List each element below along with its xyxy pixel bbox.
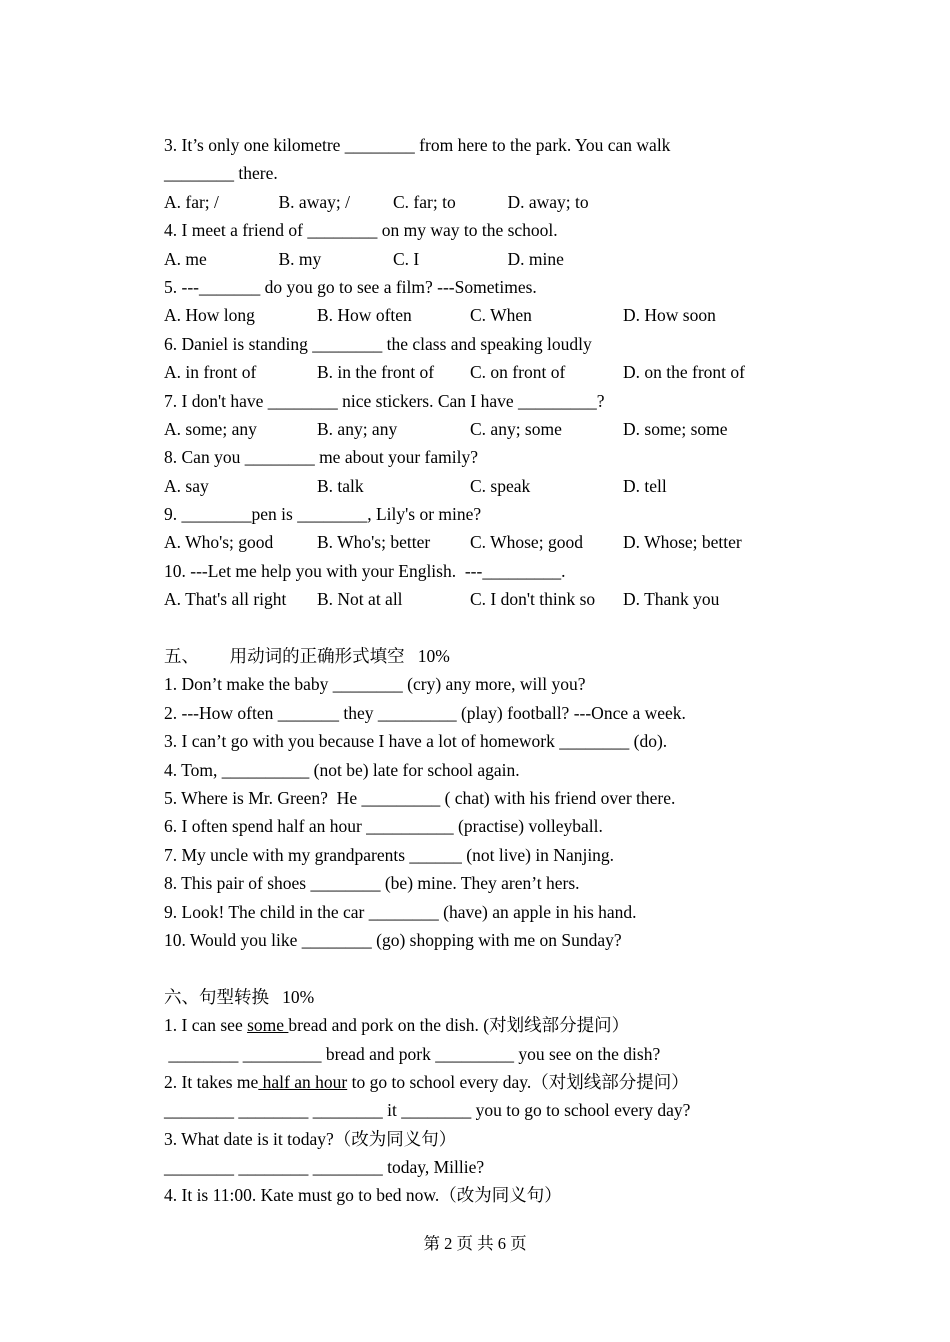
option-b: B. Who's; better — [317, 532, 431, 553]
section-5-item: 10. Would you like ________ (go) shopping with me on Sunday? — [164, 929, 622, 950]
worksheet-body — [164, 131, 804, 1210]
option-c: C. any; some — [470, 418, 562, 439]
section-5-item: 8. This pair of shoes ________ (be) mine. They aren’t hers. — [164, 873, 580, 894]
option-d: D. Whose; better — [623, 532, 742, 553]
section-5-item: 2. ---How often _______ they _________ (play) football? ---Once a week. — [164, 702, 686, 723]
question-7-options — [164, 415, 804, 443]
option-b: B. How often — [317, 305, 412, 326]
page-footer: 第 2 页 共 6 页 — [423, 1234, 527, 1253]
section-6-answer-2: ________ ________ ________ it ________ you to go to school every day? — [164, 1100, 691, 1121]
section-6-item-2: 2. It takes me half an hour to go to school every day.（对划线部分提问） — [164, 1071, 689, 1092]
option-b: B. away; / — [278, 191, 350, 212]
option-c: C. When — [470, 305, 532, 326]
question-6: 6. Daniel is standing ________ the class and speaking loudly — [164, 333, 592, 354]
question-4-options — [164, 245, 804, 273]
option-a: A. far; / — [164, 191, 219, 212]
question-3-options — [164, 188, 804, 216]
option-b: B. any; any — [317, 418, 398, 439]
question-5: 5. ---_______ do you go to see a film? ---Sometimes. — [164, 276, 537, 297]
section-5-item: 7. My uncle with my grandparents ______ (not live) in Nanjing. — [164, 844, 615, 865]
option-c: C. far; to — [393, 191, 456, 212]
option-d: D. mine — [507, 248, 564, 269]
option-a: A. me — [164, 248, 207, 269]
option-d: D. on the front of — [623, 362, 745, 383]
question-8: 8. Can you ________ me about your family? — [164, 447, 478, 468]
question-5-options — [164, 301, 804, 329]
section-6-item-4: 4. It is 11:00. Kate must go to bed now.（改为同义句） — [164, 1185, 562, 1206]
section-6-heading: 六、句型转换 10% — [164, 986, 315, 1007]
section-5-item: 9. Look! The child in the car ________ (have) an apple in his hand. — [164, 901, 637, 922]
option-b: B. in the front of — [317, 362, 435, 383]
option-d: D. tell — [623, 475, 667, 496]
question-9-options — [164, 528, 804, 556]
option-b: B. Not at all — [317, 589, 403, 610]
option-b: B. my — [278, 248, 322, 269]
section-5-item: 4. Tom, __________ (not be) late for school again. — [164, 759, 520, 780]
option-a: A. Who's; good — [164, 532, 274, 553]
option-a: A. in front of — [164, 362, 257, 383]
option-c: C. I — [393, 248, 420, 269]
spacer — [164, 614, 804, 642]
spacer — [164, 954, 804, 982]
option-b: B. talk — [317, 475, 364, 496]
option-c: C. on front of — [470, 362, 566, 383]
question-3-line-2: ________ there. — [164, 163, 278, 184]
section-5-item: 5. Where is Mr. Green? He _________ ( chat) with his friend over there. — [164, 787, 676, 808]
question-9: 9. ________pen is ________, Lily's or mine? — [164, 504, 482, 525]
option-a: A. How long — [164, 305, 255, 326]
question-3-line-1: 3. It’s only one kilometre ________ from here to the park. You can walk — [164, 135, 671, 155]
section-5-item: 1. Don’t make the baby ________ (cry) any more, will you? — [164, 674, 586, 695]
option-c: C. Whose; good — [470, 532, 583, 553]
option-d: D. Thank you — [623, 589, 720, 610]
section-6-answer-3: ________ ________ ________ today, Millie? — [164, 1157, 485, 1178]
question-6-options — [164, 358, 804, 386]
option-a: A. some; any — [164, 418, 257, 439]
section-5-heading: 五、 用动词的正确形式填空 10% — [164, 646, 450, 667]
question-8-options — [164, 472, 804, 500]
question-4: 4. I meet a friend of ________ on my way to the school. — [164, 220, 558, 241]
option-d: D. How soon — [623, 305, 716, 326]
section-5-item: 6. I often spend half an hour __________ (practise) volleyball. — [164, 816, 603, 837]
underlined-part: some — [247, 1015, 289, 1036]
option-c: C. speak — [470, 475, 531, 496]
option-c: C. I don't think so — [470, 589, 596, 610]
section-5-item: 3. I can’t go with you because I have a lot of homework ________ (do). — [164, 731, 668, 752]
underlined-part: half an hour — [258, 1071, 348, 1092]
option-a: A. That's all right — [164, 589, 287, 610]
section-6-answer-1: ________ _________ bread and pork _________ you see on the dish? — [164, 1043, 661, 1064]
question-7: 7. I don't have ________ nice stickers. Can I have _________? — [164, 390, 605, 411]
question-10: 10. ---Let me help you with your English. ---_________. — [164, 560, 566, 581]
section-6-item-3: 3. What date is it today?（改为同义句） — [164, 1128, 457, 1149]
option-a: A. say — [164, 475, 209, 496]
question-10-options — [164, 585, 804, 613]
option-d: D. some; some — [623, 418, 728, 439]
section-6-item-1: 1. I can see some bread and pork on the dish. (对划线部分提问） — [164, 1015, 630, 1036]
option-d: D. away; to — [507, 191, 589, 212]
